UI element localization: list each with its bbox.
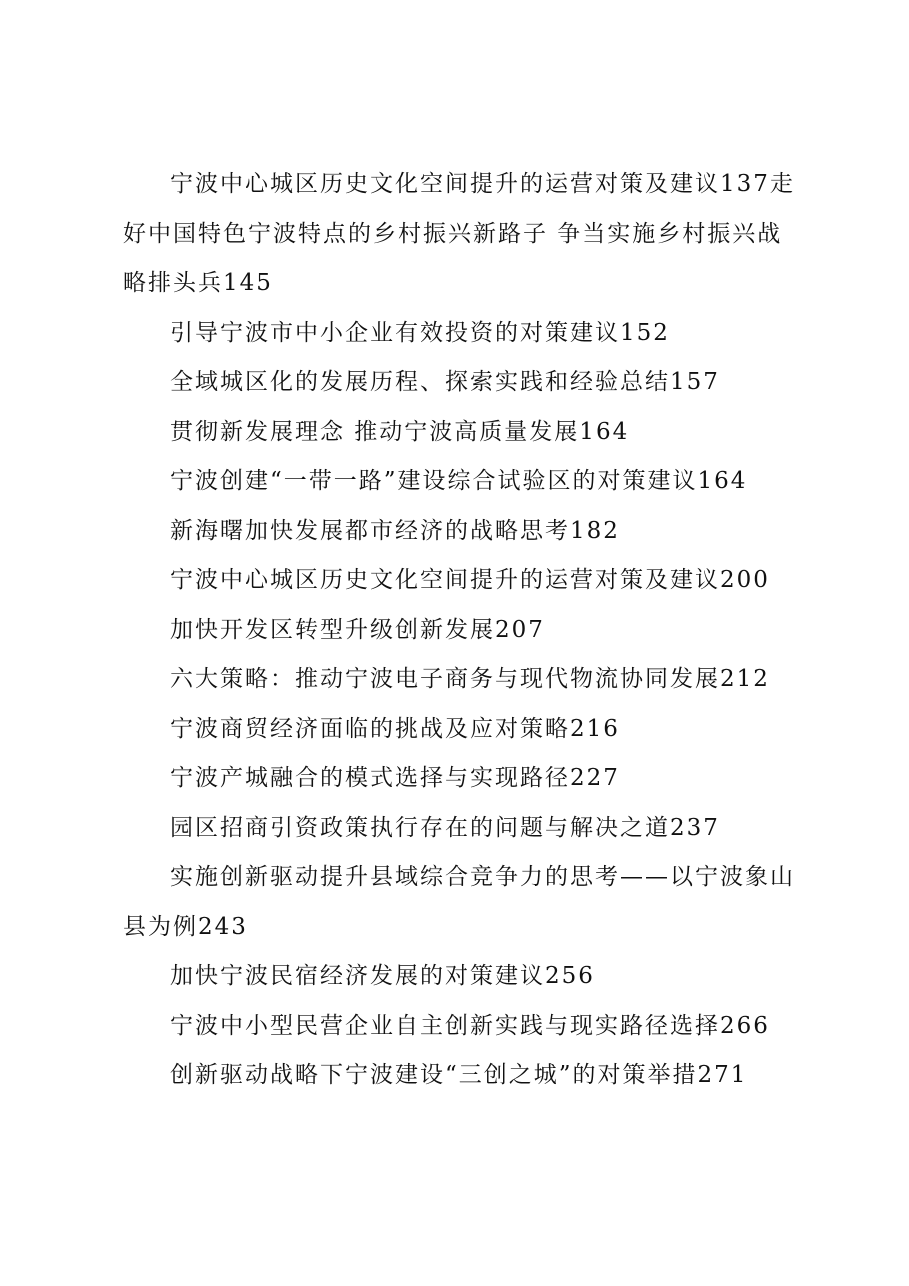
- toc-entry: 加快开发区转型升级创新发展207: [170, 616, 545, 643]
- toc-entry: 贯彻新发展理念 推动宁波高质量发展164: [170, 418, 630, 445]
- toc-entry: 宁波商贸经济面临的挑战及应对策略216: [170, 715, 620, 742]
- table-of-contents: [123, 160, 803, 1101]
- toc-entry: 宁波产城融合的模式选择与实现路径227: [170, 765, 620, 791]
- toc-entry: 宁波中心城区历史文化空间提升的运营对策及建议200: [170, 567, 770, 593]
- toc-entry: 宁波中心城区历史文化空间提升的运营对策及建议137走好中国特色宁波特点的乡村振兴新路子 争当实施乡村振兴战略排头兵145: [123, 171, 795, 296]
- toc-entry: 园区招商引资政策执行存在的问题与解决之道237: [170, 814, 720, 841]
- toc-entry: 新海曙加快发展都市经济的战略思考182: [170, 517, 620, 544]
- toc-entry: 六大策略：推动宁波电子商务与现代物流协同发展212: [170, 666, 770, 692]
- toc-entry: 创新驱动战略下宁波建设“三创之城”的对策举措271: [170, 1062, 748, 1088]
- toc-entry: 宁波中小型民营企业自主创新实践与现实路径选择266: [170, 1012, 770, 1039]
- toc-entry: 引导宁波市中小企业有效投资的对策建议152: [170, 319, 670, 346]
- toc-entry: 宁波创建“一带一路”建设综合试验区的对策建议164: [170, 468, 748, 494]
- toc-entry: 加快宁波民宿经济发展的对策建议256: [170, 963, 595, 989]
- toc-entry: 全域城区化的发展历程、探索实践和经验总结157: [170, 369, 720, 395]
- toc-entry: 实施创新驱动提升县域综合竞争力的思考——以宁波象山县为例243: [123, 864, 795, 940]
